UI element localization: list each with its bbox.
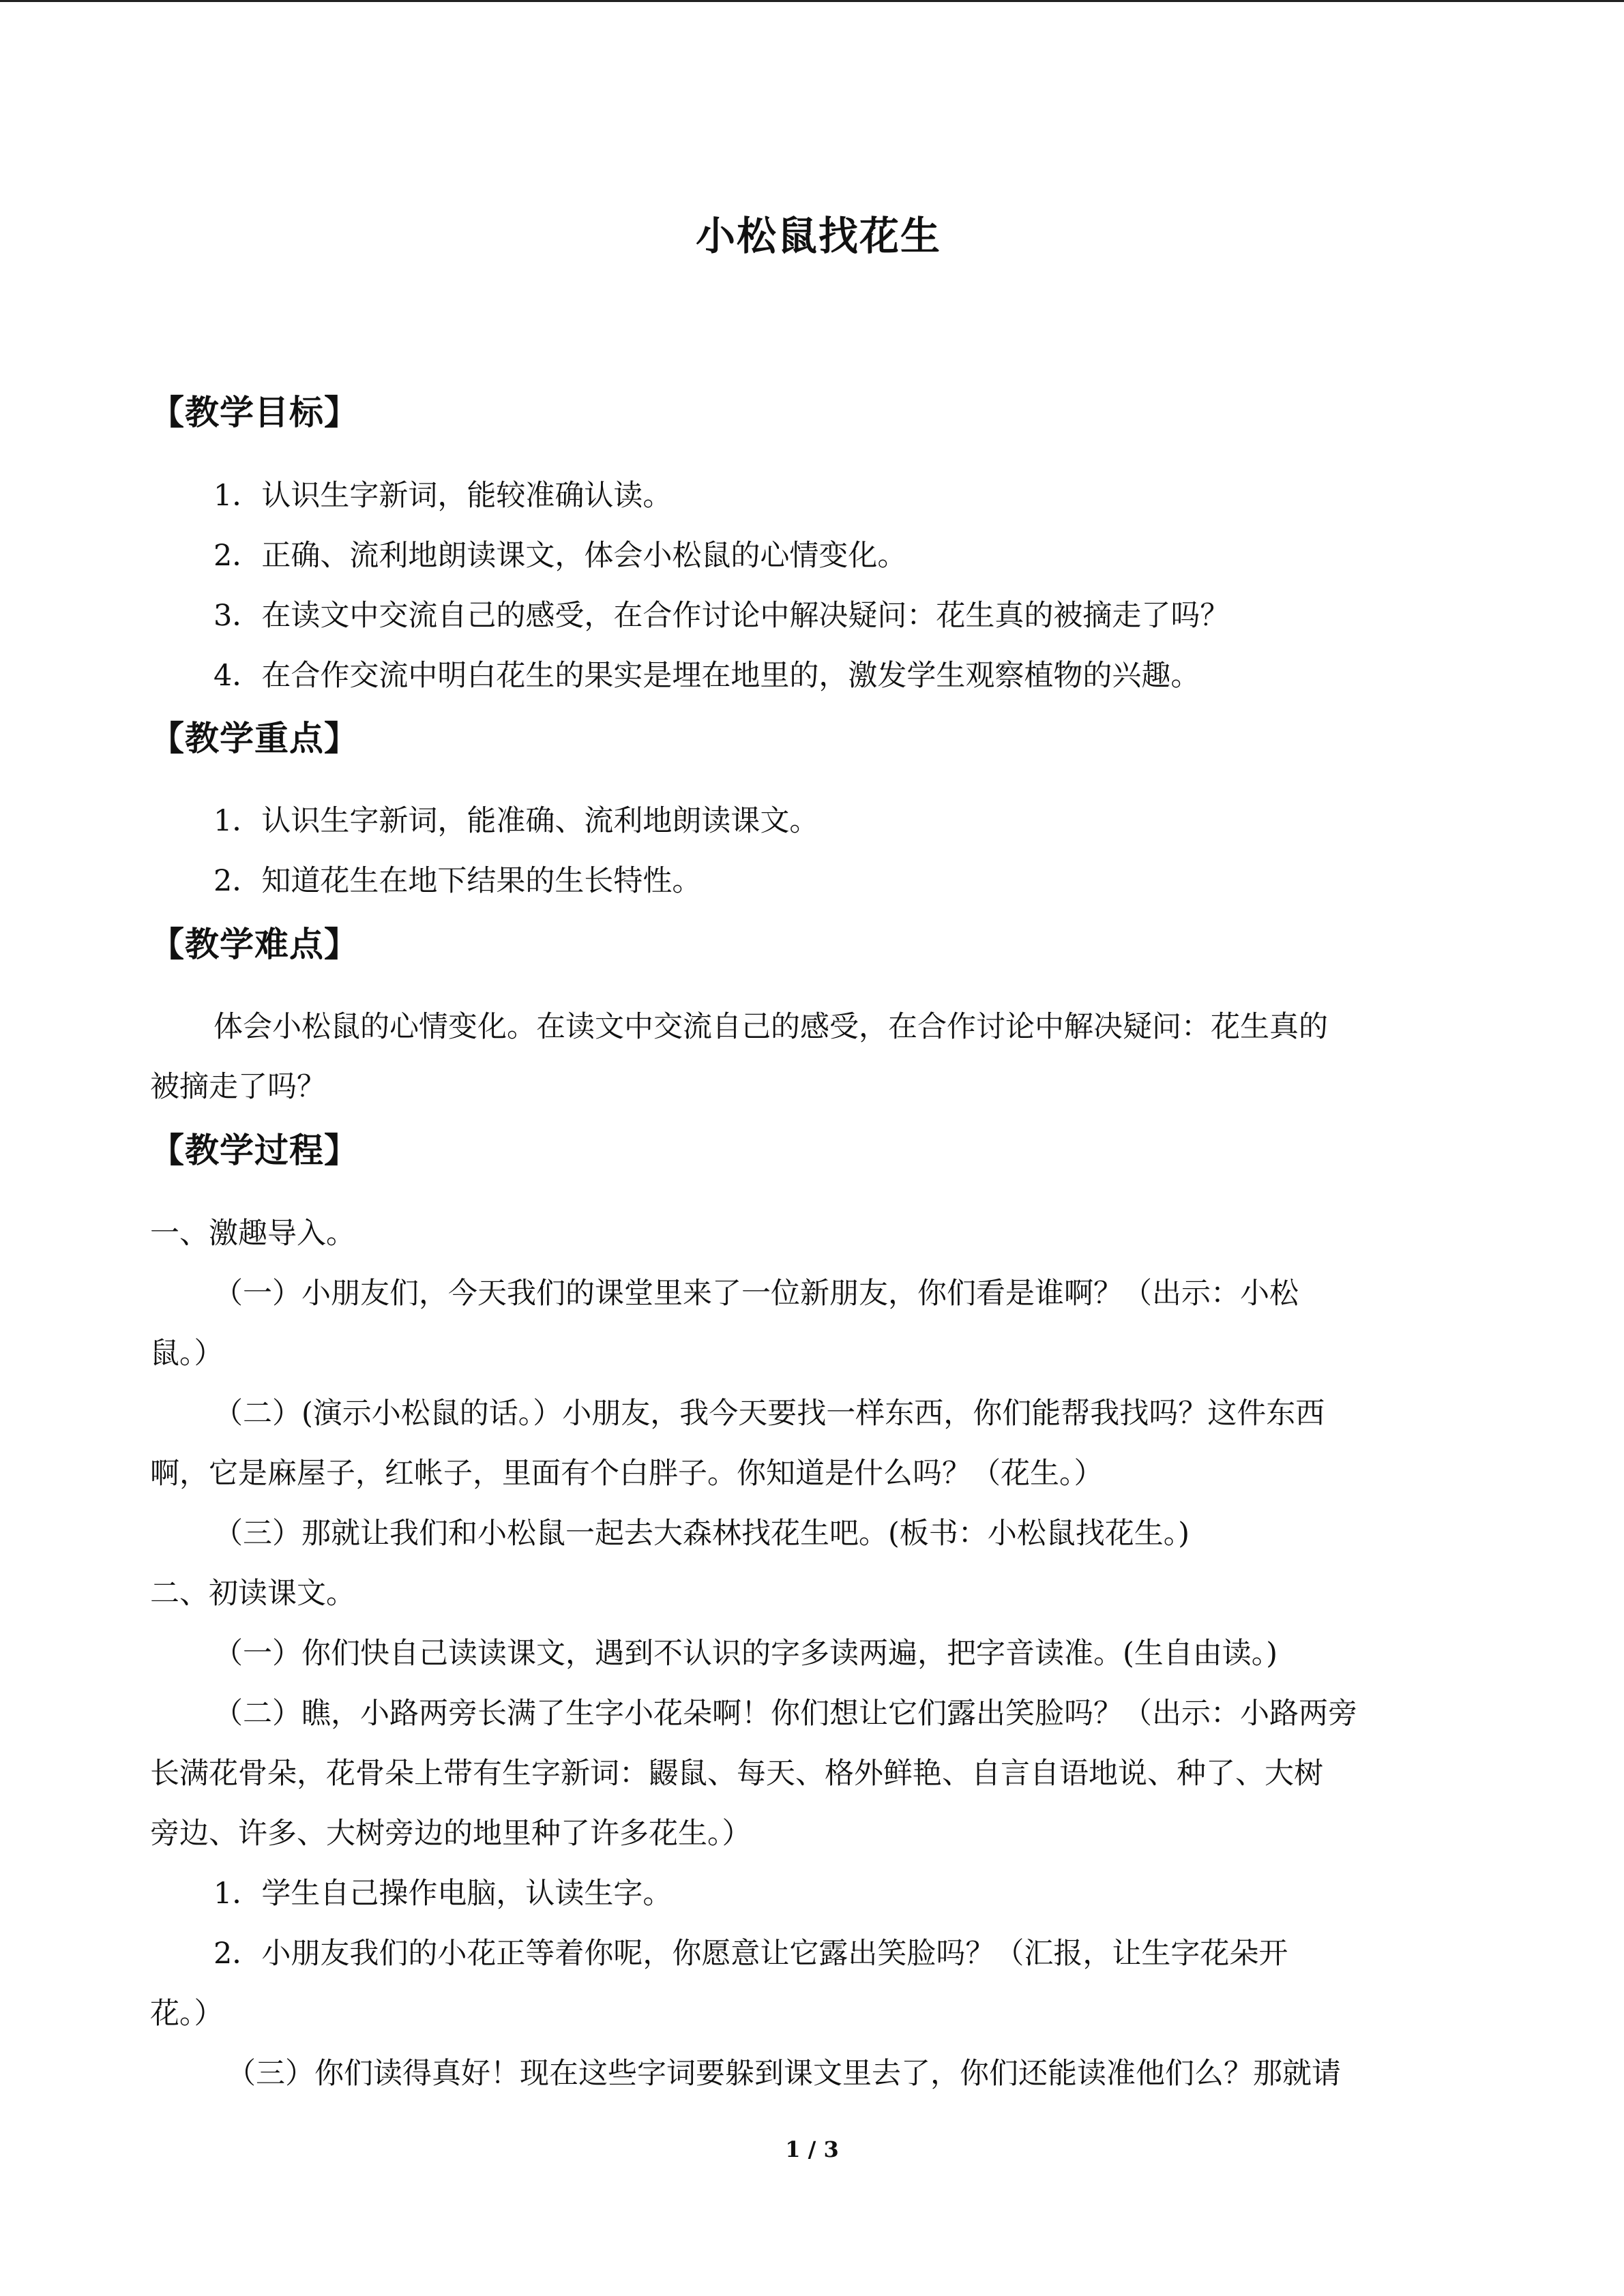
process-line: 二、初读课文。	[150, 1577, 355, 1611]
objective-item-4: 4．在合作交流中明白花生的果实是埋在地里的，激发学生观察植物的兴趣。	[213, 659, 1200, 693]
key-point-item-1: 1．认识生字新词，能准确、流利地朗读课文。	[213, 804, 819, 838]
process-line: （三）那就让我们和小松鼠一起去大森林找花生吧。(板书：小松鼠找花生。)	[213, 1517, 1190, 1551]
process-line: 花。）	[150, 1997, 224, 2031]
process-line: （一）你们快自己读读课文，遇到不认识的字多读两遍，把字音读准。(生自由读。)	[213, 1637, 1278, 1671]
process-line: 一、激趣导入。	[150, 1217, 355, 1251]
difficulties-line-2: 被摘走了吗？	[150, 1070, 326, 1104]
process-line: 2．小朋友我们的小花正等着你呢，你愿意让它露出笑脸吗？（汇报，让生字花朵开	[213, 1937, 1288, 1971]
objective-item-1: 1．认识生字新词，能较准确认读。	[213, 479, 673, 513]
key-point-item-2: 2．知道花生在地下结果的生长特性。	[213, 864, 702, 898]
heading-objectives: 【教学目标】	[150, 393, 359, 432]
page-number: 1 / 3	[785, 2136, 839, 2162]
document-title: 小松鼠找花生	[695, 213, 941, 259]
objective-item-3: 3．在读文中交流自己的感受，在合作讨论中解决疑问：花生真的被摘走了吗？	[213, 599, 1230, 633]
process-line: （二）(演示小松鼠的话。）小朋友，我今天要找一样东西，你们能帮我找吗？这件东西	[213, 1397, 1325, 1431]
process-line: （二）瞧，小路两旁长满了生字小花朵啊！你们想让它们露出笑脸吗？（出示：小路两旁	[213, 1697, 1357, 1731]
process-line: 啊，它是麻屋子，红帐子，里面有个白胖子。你知道是什么吗？（花生。）	[150, 1457, 1104, 1491]
process-line: 鼠。）	[150, 1337, 224, 1371]
objective-item-2: 2．正确、流利地朗读课文，体会小松鼠的心情变化。	[213, 539, 907, 573]
process-line: 1．学生自己操作电脑，认读生字。	[213, 1877, 673, 1911]
heading-key-points: 【教学重点】	[150, 719, 359, 758]
process-line: （三）你们读得真好！现在这些字词要躲到课文里去了，你们还能读准他们么？那就请	[226, 2057, 1341, 2091]
process-line: （一）小朋友们，今天我们的课堂里来了一位新朋友，你们看是谁啊？（出示：小松	[213, 1277, 1299, 1311]
difficulties-line-1: 体会小松鼠的心情变化。在读文中交流自己的感受，在合作讨论中解决疑问：花生真的	[213, 1010, 1328, 1044]
heading-difficulties: 【教学难点】	[150, 925, 359, 964]
heading-process: 【教学过程】	[150, 1131, 359, 1170]
process-line: 长满花骨朵，花骨朵上带有生字新词：鼹鼠、每天、格外鲜艳、自言自语地说、种了、大树	[150, 1757, 1323, 1791]
process-line: 旁边、许多、大树旁边的地里种了许多花生。）	[150, 1817, 752, 1851]
page-top-rule	[0, 0, 1624, 2]
